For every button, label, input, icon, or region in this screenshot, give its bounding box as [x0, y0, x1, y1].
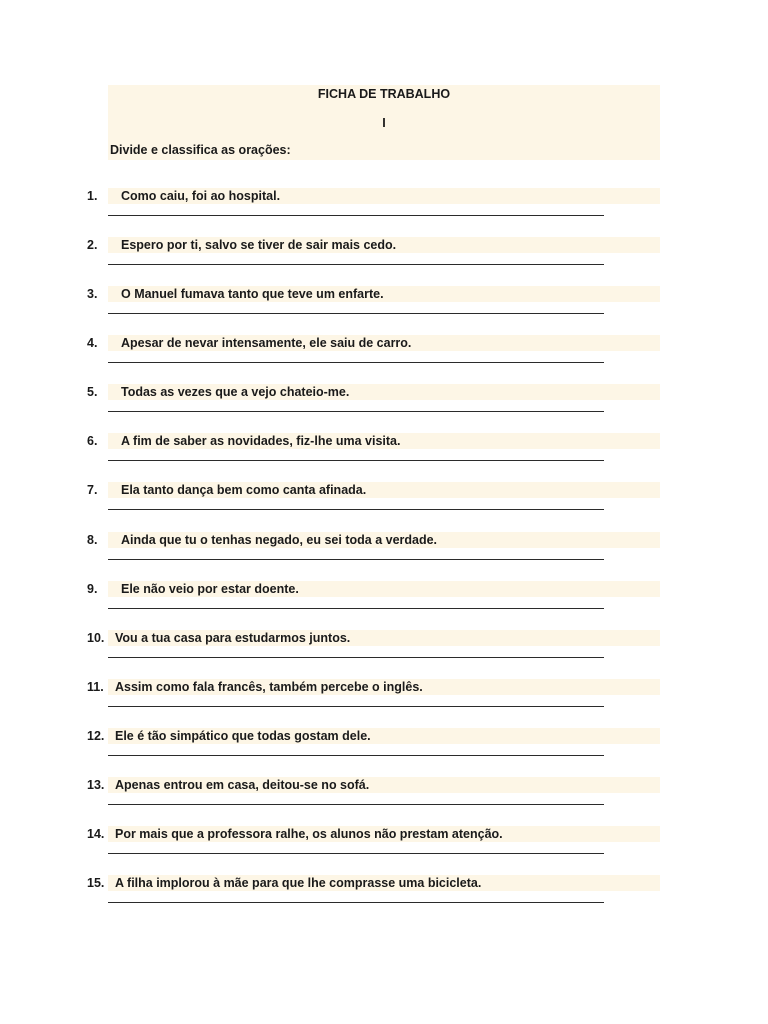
- answer-line[interactable]: [108, 460, 604, 461]
- exercise-number: 3.: [87, 287, 98, 302]
- answer-line[interactable]: [108, 608, 604, 609]
- exercise-item: [0, 237, 768, 277]
- exercise-number: 11.: [87, 679, 104, 694]
- exercise-sentence: Ele é tão simpático que todas gostam dele.: [115, 728, 371, 743]
- exercise-item: [0, 630, 768, 670]
- exercise-sentence: A filha implorou à mãe para que lhe comprasse uma bicicleta.: [115, 876, 482, 890]
- exercise-item: [0, 433, 768, 473]
- exercise-number: 6.: [87, 434, 98, 449]
- exercise-item: [0, 777, 768, 817]
- answer-line[interactable]: [108, 411, 604, 412]
- exercise-sentence: Apesar de nevar intensamente, ele saiu de carro.: [121, 336, 412, 351]
- exercise-sentence: Todas as vezes que a vejo chateio-me.: [121, 385, 350, 400]
- exercise-item: [0, 581, 768, 621]
- exercise-sentence: Assim como fala francês, também percebe o inglês.: [115, 679, 423, 694]
- exercise-number: 10.: [87, 630, 105, 645]
- worksheet-header: [108, 85, 660, 160]
- exercise-item: [0, 286, 768, 326]
- answer-line[interactable]: [108, 657, 604, 658]
- answer-line[interactable]: [108, 264, 604, 265]
- answer-line[interactable]: [108, 755, 604, 756]
- exercise-number: 12.: [87, 728, 105, 743]
- worksheet-title: FICHA DE TRABALHO: [317, 87, 451, 101]
- exercise-number: 14.: [87, 826, 105, 841]
- exercise-sentence: Apenas entrou em casa, deitou-se no sofá.: [115, 777, 370, 792]
- answer-line[interactable]: [108, 902, 604, 903]
- exercise-item: [0, 335, 768, 375]
- answer-line[interactable]: [108, 313, 604, 314]
- exercise-number: 5.: [87, 385, 98, 400]
- exercise-item: [0, 188, 768, 228]
- exercise-sentence: Vou a tua casa para estudarmos juntos.: [115, 630, 351, 645]
- exercise-number: 7.: [87, 483, 98, 498]
- answer-line[interactable]: [108, 559, 604, 560]
- exercise-number: 13.: [87, 777, 105, 792]
- exercise-sentence: Ainda que tu o tenhas negado, eu sei toda a verdade.: [121, 532, 438, 547]
- exercise-item: [0, 728, 768, 768]
- exercise-instruction: Divide e classifica as orações:: [110, 143, 291, 157]
- exercise-sentence: Espero por ti, salvo se tiver de sair mais cedo.: [121, 238, 397, 253]
- section-numeral: I: [382, 116, 386, 130]
- exercise-sentence: Por mais que a professora ralhe, os alunos não prestam atenção.: [115, 826, 503, 841]
- exercise-sentence: Ela tanto dança bem como canta afinada.: [121, 483, 367, 498]
- exercise-sentence: Como caiu, foi ao hospital.: [121, 189, 281, 203]
- exercise-number: 15.: [87, 876, 105, 890]
- answer-line[interactable]: [108, 804, 604, 805]
- exercise-item: [0, 826, 768, 866]
- exercise-item: [0, 532, 768, 572]
- exercise-item: [0, 875, 768, 915]
- exercise-item: [0, 384, 768, 424]
- exercise-number: 2.: [87, 238, 98, 253]
- exercise-sentence: A fim de saber as novidades, fiz-lhe uma visita.: [121, 434, 401, 449]
- exercise-sentence: Ele não veio por estar doente.: [121, 581, 299, 596]
- answer-line[interactable]: [108, 706, 604, 707]
- exercise-number: 9.: [87, 581, 98, 596]
- exercise-number: 8.: [87, 532, 98, 547]
- exercise-sentence: O Manuel fumava tanto que teve um enfarte.: [121, 287, 384, 302]
- exercise-number: 4.: [87, 336, 98, 351]
- exercise-item: [0, 482, 768, 522]
- exercise-item: [0, 679, 768, 719]
- answer-line[interactable]: [108, 215, 604, 216]
- answer-line[interactable]: [108, 853, 604, 854]
- exercise-number: 1.: [87, 189, 98, 203]
- answer-line[interactable]: [108, 362, 604, 363]
- answer-line[interactable]: [108, 509, 604, 510]
